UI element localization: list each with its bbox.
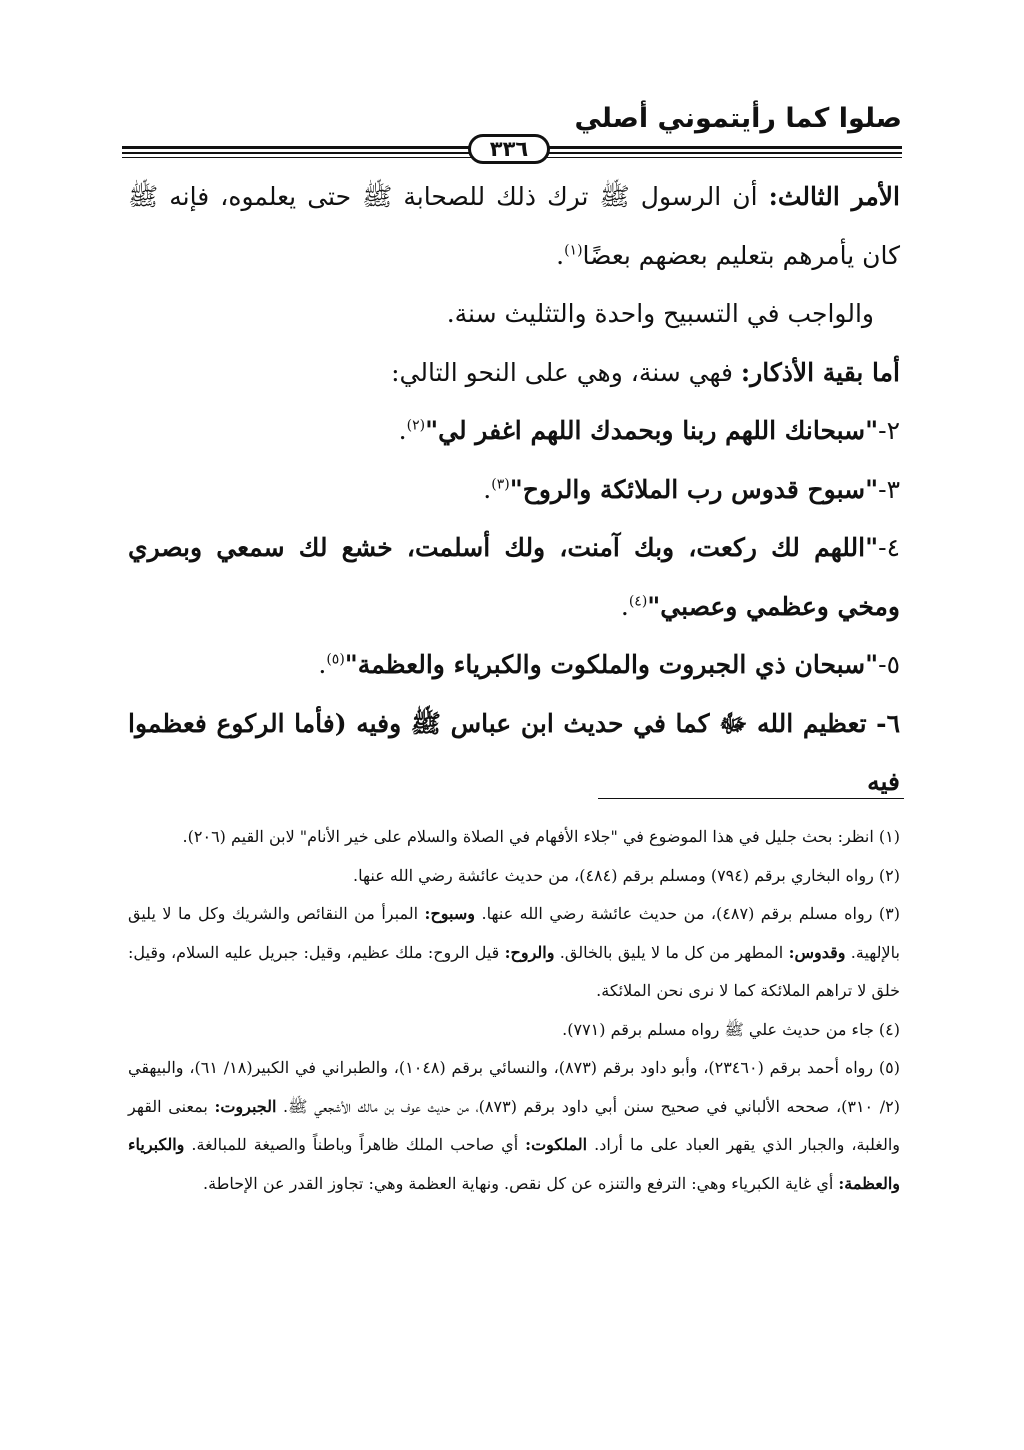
list-item: ٢-"سبحانك اللهم ربنا وبحمدك اللهم اغفر لي"$^{(٢)}$. [398, 416, 900, 445]
list-item [128, 695, 900, 812]
list-item: ٣-"سبوح قدوس رب الملائكة والروح"$^{(٣)}$. [483, 474, 900, 504]
footnote-text: (٥) رواه أحمد برقم (٢٣٤٦٠)، وأبو داود برقم (٨٧٣)، والنسائي برقم (١٠٤٨)، والطبراني في الكبير(١٨/ ٦١)، والبيهقي (٢/ ٣١٠)، صححه الألباني في صحيح سنن أبي داود برقم (٨٧٣)، من حديث عوف بن مالك الأشجعي ﷺ. [128, 1058, 901, 1116]
item-text: "اللهم لك ركعت، وبك آمنت، ولك أسلمت، خشع لك سمعي وبصري ومخي وعظمي وعصبي" [128, 533, 900, 621]
footnote-separator [598, 798, 904, 799]
main-text [128, 168, 900, 812]
footnote-term: الملكوت: [525, 1135, 588, 1154]
paragraph-label: الأمر الثالث: [768, 182, 900, 211]
paragraph-text: أن الرسول ﷺ ترك ذلك للصحابة ﷺ حتى يعلموه، فإنه ﷺ كان يأمرهم بتعليم بعضهم بعضًا [128, 182, 900, 270]
footnote-term: وسبوح: [424, 904, 475, 923]
item-text: "سبحان ذي الجبروت والملكوت والكبرياء والعظمة" [344, 650, 879, 679]
footnote-term: الجبروت: [214, 1096, 277, 1116]
item-number: ٢- [878, 416, 900, 445]
footnote-ref: (١) [564, 242, 583, 259]
footnote-ref: (٥) [326, 651, 345, 668]
footnote-text: (٣) رواه مسلم برقم (٤٨٧)، من حديث عائشة رضي الله عنها. [475, 904, 900, 923]
item-text: تعظيم الله ﷻ كما في حديث ابن عباس ﷺ وفيه (فأما الركوع فعظموا فيه [128, 708, 900, 796]
paragraph: الأمر الثالث: أن الرسول ﷺ ترك ذلك للصحابة ﷺ حتى يعلموه، فإنه ﷺ كان يأمرهم بتعليم بعضهم بعضًا$^{(١)}$. [128, 182, 900, 270]
footnote [128, 1049, 900, 1203]
list-item: ٤-"اللهم لك ركعت، وبك آمنت، ولك أسلمت، خشع لك سمعي وبصري ومخي وعظمي وعصبي"$^{(٤)}$. [128, 533, 900, 621]
paragraph-label: أما بقية الأذكار: [740, 357, 900, 387]
footnote-text: أي غاية الكبرياء وهي: الترفع والتنزه عن كل نقص. ونهاية العظمة وهي: تجاوز القدر عن الإحاطة. [203, 1173, 839, 1193]
page-number: ٣٣٦ [468, 134, 550, 164]
footnote-text: بمعنى القهر والغلبة، والجبار الذي يقهر العباد على ما أراد. [128, 1096, 901, 1154]
footnote-term: وقدوس: [788, 942, 846, 962]
footnote-ref: (٤) [628, 593, 648, 610]
footnote-term: والكبرياء والعظمة: [128, 1135, 900, 1193]
paragraph [128, 344, 900, 403]
item-number: ٦- [876, 708, 900, 738]
footnote: (٢) رواه البخاري برقم (٧٩٤) ومسلم برقم (٤٨٤)، من حديث عائشة رضي الله عنها. [353, 865, 900, 885]
item-text: "سبحانك اللهم ربنا وبحمدك اللهم اغفر لي" [425, 416, 879, 445]
book-title: صلوا كما رأيتموني أصلي [574, 103, 902, 134]
footnote-ref: (٣) [491, 476, 510, 493]
footnote-text: المطهر من كل ما لا يليق بالخالق. [554, 942, 789, 962]
list-item: ٥-"سبحان ذي الجبروت والملكوت والكبرياء والعظمة"$^{(٥)}$. [318, 650, 900, 679]
paragraph: والواجب في التسبيح واحدة والتثليث سنة. [446, 299, 874, 328]
footnote: (٤) جاء من حديث علي ﷺ رواه مسلم برقم (٧٧١). [562, 1019, 900, 1039]
item-number: ٥- [878, 650, 900, 679]
footnote-term: والروح: [504, 942, 555, 962]
footnote [128, 895, 900, 1011]
footnote-text: المبرأ من النقائص والشريك وكل ما لا يليق بالإلهية. [128, 904, 901, 962]
footnote-ref: (٢) [406, 417, 426, 434]
item-number: ٤- [878, 533, 900, 562]
footnote: (١) انظر: بحث جليل في هذا الموضوع في "جلاء الأفهام في الصلاة والسلام على خير الأنام" لابن القيم (٢٠٦). [182, 827, 900, 846]
footnote-text: قيل الروح: ملك عظيم، وقيل: جبريل عليه السلام، وقيل: خلق لا تراهم الملائكة كما لا نرى نحن الملائكة. [128, 942, 900, 1000]
footnote-text: أي صاحب الملك ظاهراً وباطناً والصيغة للمبالغة. [184, 1135, 526, 1154]
paragraph-text: فهي سنة، وهي على النحو التالي: [391, 357, 741, 387]
item-text: "سبوح قدوس رب الملائكة والروح" [509, 474, 879, 504]
footnotes [128, 818, 900, 1203]
item-number: ٣- [878, 474, 900, 504]
